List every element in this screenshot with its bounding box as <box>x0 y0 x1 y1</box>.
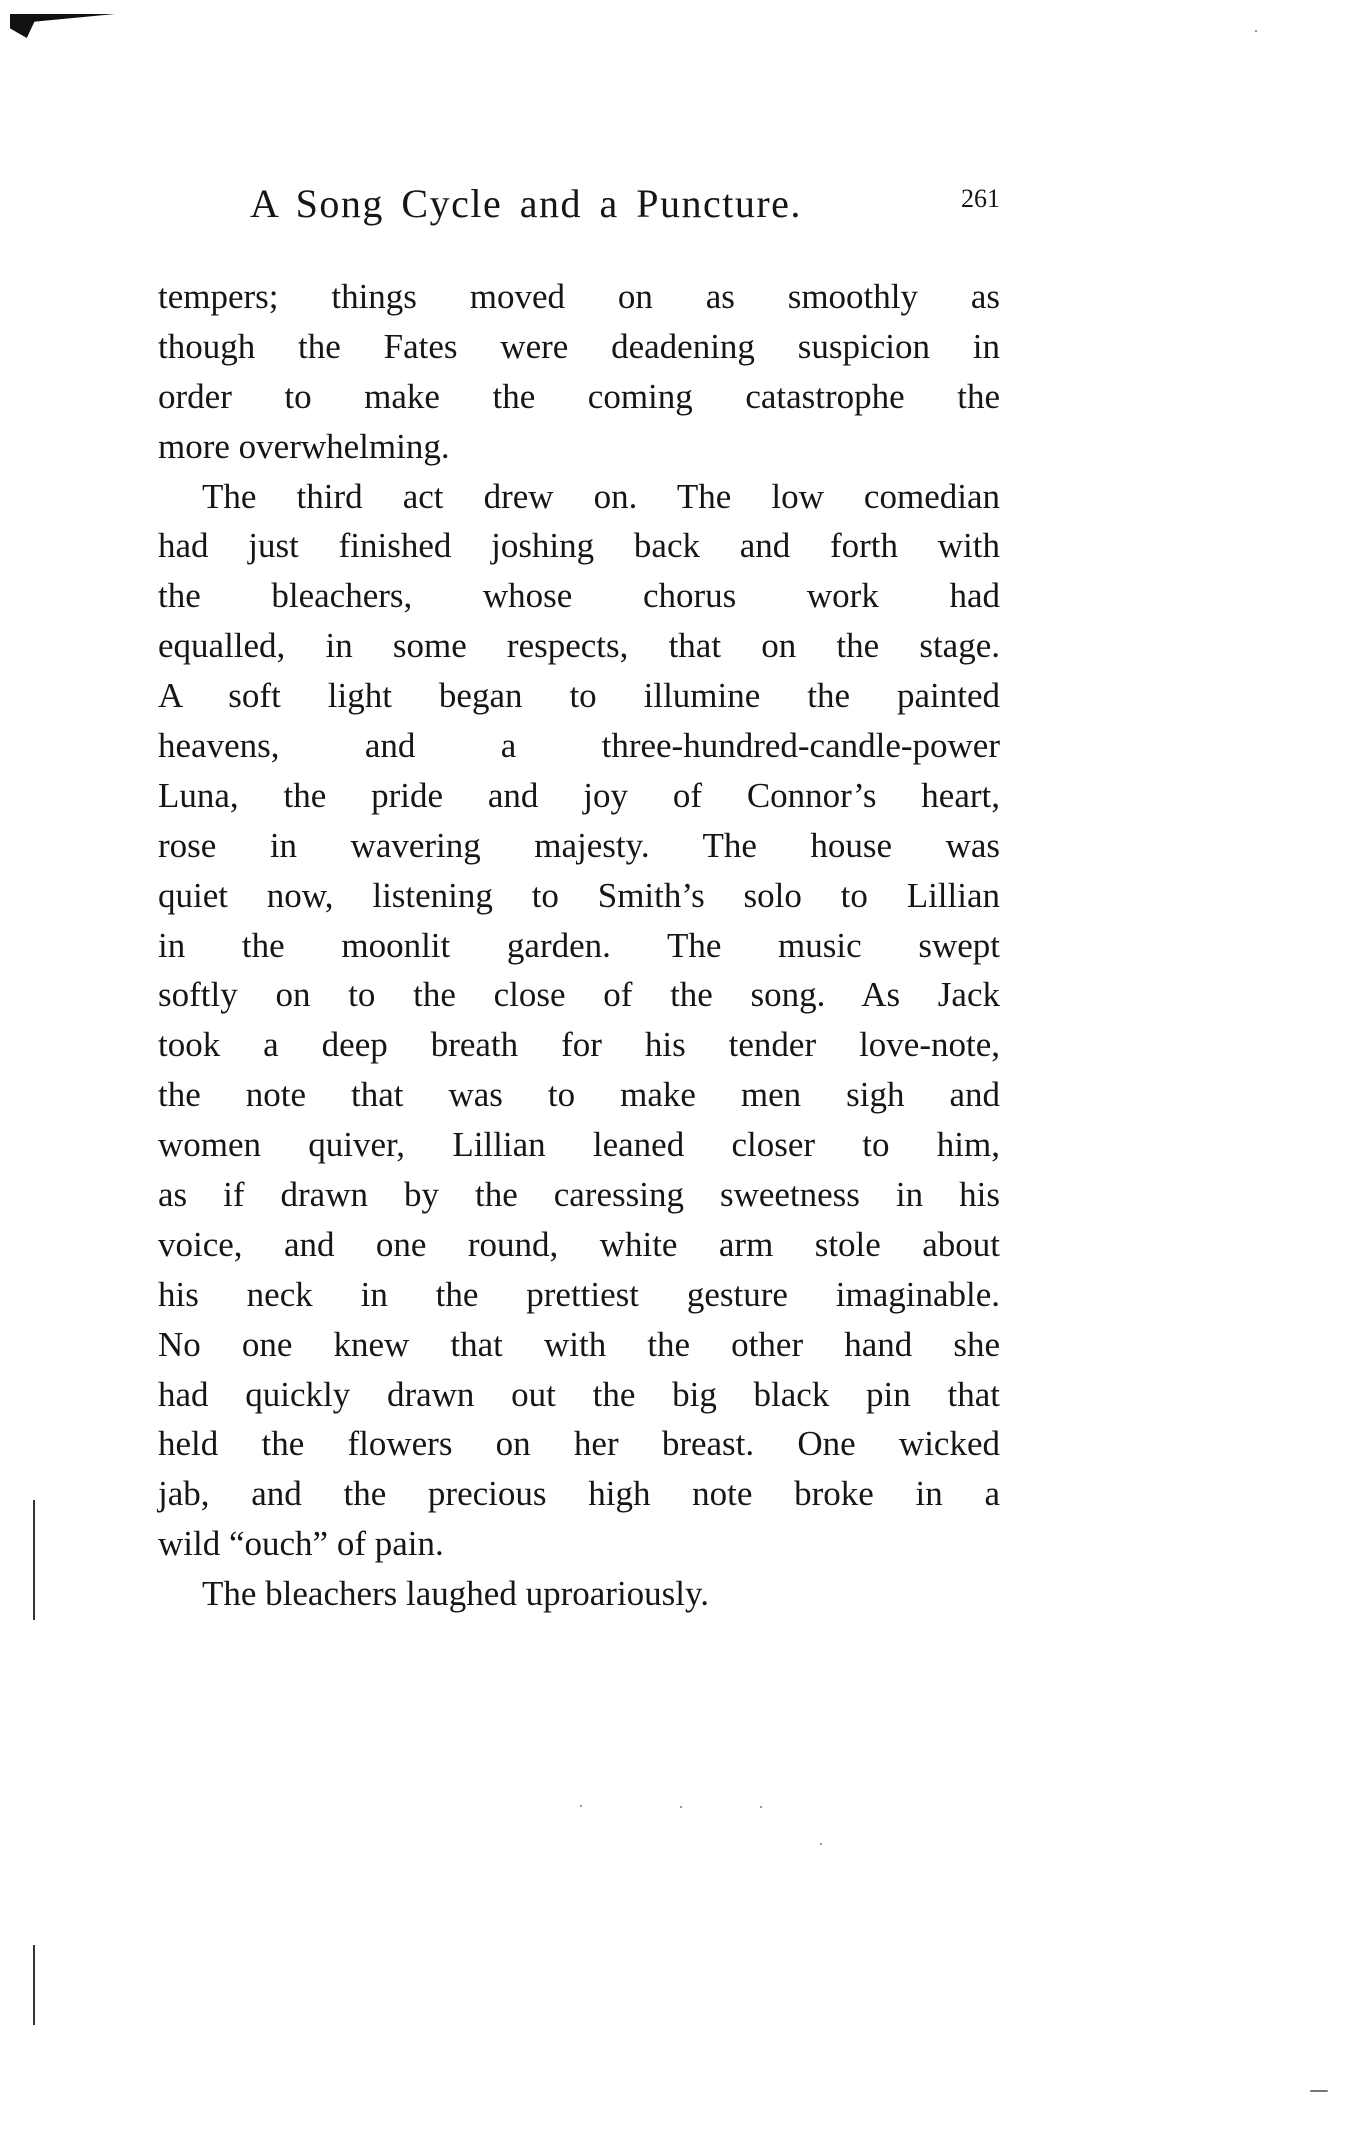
text-line: though the Fates were deadening suspicion in <box>158 326 1000 366</box>
running-title: A Song Cycle and a Puncture. <box>250 181 802 226</box>
text-line: The third act drew on. The low comedian <box>202 476 1000 516</box>
text-line: Luna, the pride and joy of Connor’s heart, <box>158 775 1000 815</box>
text-line: The bleachers laughed uproariously. <box>202 1574 709 1614</box>
text-line: quiet now, listening to Smith’s solo to Lillian <box>158 875 1000 915</box>
text-line: held the flowers on her breast. One wicked <box>158 1424 1000 1464</box>
text-line: took a deep breath for his tender love-note, <box>158 1025 1000 1065</box>
text-line: the bleachers, whose chorus work had <box>158 576 1000 616</box>
scan-speck <box>760 1806 762 1808</box>
scan-speck <box>580 1805 582 1807</box>
text-line: his neck in the prettiest gesture imaginable. <box>158 1274 1000 1314</box>
text-line: wild “ouch” of pain. <box>158 1524 444 1564</box>
text-line: jab, and the precious high note broke in a <box>158 1474 1000 1514</box>
text-line: had just finished joshing back and forth with <box>158 526 1000 566</box>
text-line: rose in wavering majesty. The house was <box>158 825 1000 865</box>
text-line: in the moonlit garden. The music swept <box>158 925 1000 965</box>
text-line: No one knew that with the other hand she <box>158 1324 1000 1364</box>
text-line: as if drawn by the caressing sweetness in his <box>158 1175 1000 1215</box>
scan-speck <box>1310 2090 1328 2092</box>
text-line: tempers; things moved on as smoothly as <box>158 277 1000 316</box>
text-line: the note that was to make men sigh and <box>158 1075 1000 1115</box>
scan-speck <box>820 1843 822 1845</box>
text-line: women quiver, Lillian leaned closer to him, <box>158 1125 1000 1165</box>
scan-edge-line <box>33 1945 35 2025</box>
scan-speck <box>680 1806 682 1808</box>
scan-mark-blot <box>10 14 38 38</box>
scan-speck <box>1255 30 1257 32</box>
scan-edge-line <box>33 1500 35 1620</box>
text-line: order to make the coming catastrophe the <box>158 376 1000 416</box>
text-line: equalled, in some respects, that on the stage. <box>158 626 1000 666</box>
text-line: A soft light began to illumine the painted <box>158 676 1000 716</box>
text-line: voice, and one round, white arm stole about <box>158 1224 1000 1264</box>
body-text <box>158 272 1000 1619</box>
page-number: 261 <box>961 184 1000 213</box>
text-line: heavens, and a three-hundred-candle-power <box>158 726 1000 766</box>
text-line: softly on to the close of the song. As Jack <box>158 975 1000 1015</box>
text-line: had quickly drawn out the big black pin that <box>158 1374 1000 1414</box>
running-head <box>250 180 1010 230</box>
text-line: more overwhelming. <box>158 426 450 466</box>
